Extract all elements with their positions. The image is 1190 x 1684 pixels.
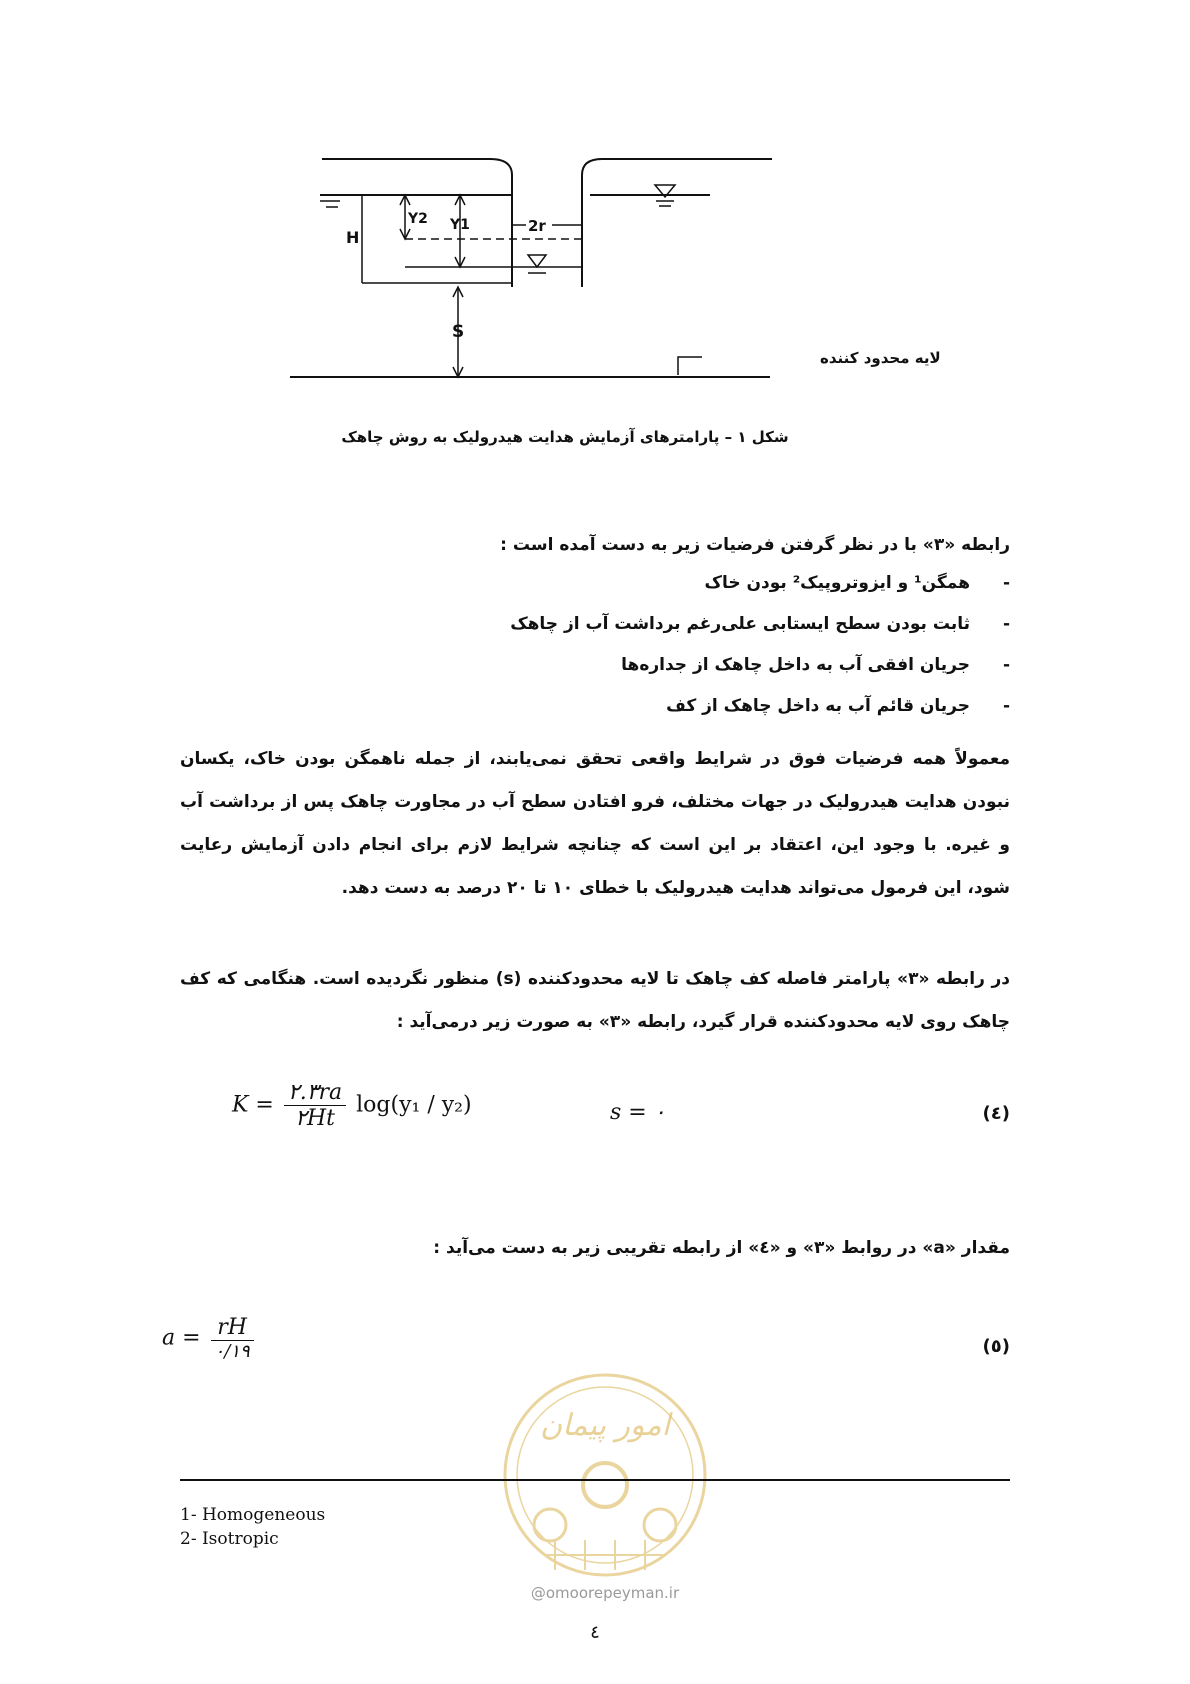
bullet-text: ثابت بودن سطح ایستابی علی‌رغم برداشت آب از چاهک	[510, 614, 970, 634]
label-2r: 2r	[528, 217, 546, 235]
eq5-lhs: a =	[162, 1325, 201, 1351]
bullet-text: جریان قائم آب به داخل چاهک از کف	[666, 696, 970, 716]
intro-text: رابطه «۳» با در نظر گرفتن فرضیات زیر به دست آمده است :	[500, 535, 1010, 555]
eq4-numerator: ۲.۳ra	[284, 1080, 346, 1106]
label-s: S	[452, 322, 465, 342]
bullet-text: جریان افقی آب به داخل چاهک از جداره‌ها	[621, 655, 970, 675]
list-item	[210, 696, 1010, 716]
eq4-condition: s = ۰	[610, 1100, 666, 1125]
eq4-lhs: K =	[232, 1092, 274, 1118]
label-limiting-layer: لایه محدود کننده	[820, 349, 941, 367]
footnote-2: 2- Isotropic	[180, 1529, 279, 1549]
eq5-denominator: ۰/۱۹	[214, 1341, 250, 1362]
bullet-text: همگن¹ و ایزوتروپیک² بودن خاک	[704, 573, 970, 593]
eq4-denominator: ۲Ht	[295, 1106, 335, 1131]
eq5-fraction	[211, 1315, 254, 1362]
watermark-text: @omoorepeyman.ir	[530, 1584, 680, 1602]
ground-right	[582, 159, 772, 287]
bullet-marker: -	[1002, 573, 1010, 593]
eq4-log: log(y₁ / y₂)	[356, 1092, 472, 1118]
page-number: ٤	[590, 1622, 600, 1643]
bullet-marker: -	[1002, 614, 1010, 634]
paragraph-a-value: مقدار «a» در روابط «۳» و «٤» از رابطه تقریبی زیر به دست می‌آید :	[433, 1238, 1010, 1258]
label-y1: Y1	[450, 217, 470, 233]
eq4-fraction	[284, 1080, 346, 1131]
eq4-number: (٤)	[982, 1103, 1010, 1124]
eq5-numerator: rH	[211, 1315, 254, 1341]
label-y2: Y2	[408, 211, 428, 227]
watermark-logo	[490, 1365, 720, 1585]
figure-caption: شکل ۱ – پارامترهای آزمایش هدایت هیدرولیک به روش چاهک	[341, 428, 789, 446]
list-item	[210, 655, 1010, 675]
list-item	[210, 573, 1010, 593]
label-h: H	[346, 228, 360, 247]
equation-4	[232, 1080, 472, 1131]
paragraph-limiting-layer: در رابطه «۳» پارامتر فاصله کف چاهک تا لایه محدودکننده (s) منظور نگردیده است. هنگامی که کف چاهک روی لایه محدودکننده قرار گیرد، رابطه «۳» به صورت زیر درمی‌آید :	[180, 969, 1010, 1032]
bullet-marker: -	[1002, 655, 1010, 675]
eq5-number: (٥)	[982, 1336, 1010, 1357]
list-item	[210, 614, 1010, 634]
equation-5	[162, 1315, 257, 1362]
footnote-divider	[180, 1479, 1010, 1481]
watermark-logo-text: امور پیمان	[540, 1408, 670, 1443]
bullet-marker: -	[1002, 696, 1010, 716]
footnote-1: 1- Homogeneous	[180, 1505, 326, 1525]
paragraph-assumptions: معمولاً همه فرضیات فوق در شرایط واقعی تحقق نمی‌یابند، از جمله ناهمگن بودن خاک، یکسان نبودن هدایت هیدرولیک در جهات مختلف، فرو افتادن سطح آب در مجاورت چاهک پس از برداشت آب و غیره. با وجود این، اعتقاد بر این است که چنانچه شرایط لازم برای انجام دادن آزمایش رعایت شود، این فرمول می‌تواند هدایت هیدرولیک با خطای ۱۰ تا ۲۰ درصد به دست دهد.	[180, 749, 1010, 898]
